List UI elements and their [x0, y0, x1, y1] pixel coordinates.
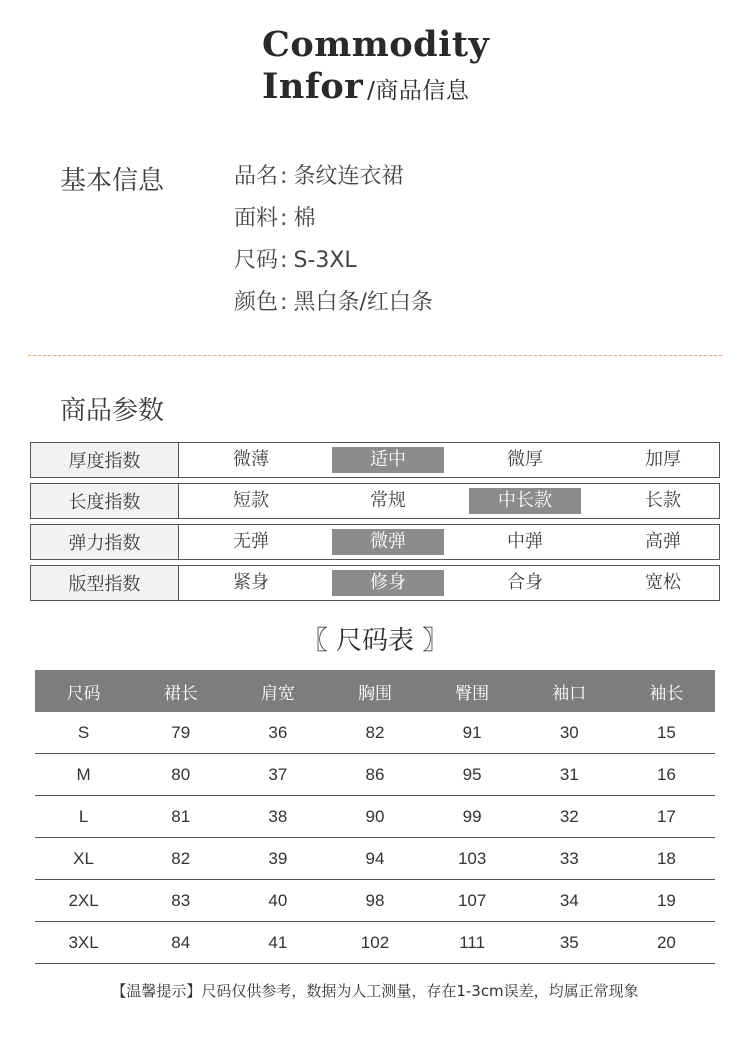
basic-info-value: S-3XL [293, 248, 357, 273]
title-line2-wrap [262, 66, 489, 112]
column-header: 臀围 [424, 670, 521, 712]
table-cell: 80 [132, 754, 229, 796]
param-options [179, 484, 719, 518]
table-row [35, 712, 715, 754]
size-chart-table [35, 670, 715, 964]
param-label: 版型指数 [31, 566, 179, 600]
table-row [35, 838, 715, 880]
basic-info-value: 棉 [293, 206, 316, 231]
table-cell: 95 [424, 754, 521, 796]
params-heading: 商品参数 [60, 396, 165, 426]
param-option: 高弹 [645, 531, 681, 552]
param-option: 微厚 [507, 449, 543, 470]
basic-info-value: 黑白条/红白条 [293, 290, 433, 315]
param-option: 中弹 [507, 531, 543, 552]
basic-info-sep: : [280, 290, 288, 315]
table-cell: 19 [618, 880, 715, 922]
table-row [35, 754, 715, 796]
table-cell: 15 [618, 712, 715, 754]
table-cell: 86 [326, 754, 423, 796]
basic-info-row-size [234, 242, 433, 284]
param-label: 厚度指数 [31, 443, 179, 477]
table-cell: 20 [618, 922, 715, 964]
param-option: 紧身 [233, 572, 269, 593]
basic-info-label: 品名 [234, 164, 279, 189]
title-cn: /商品信息 [367, 78, 470, 104]
table-cell: 34 [521, 880, 618, 922]
table-cell: 31 [521, 754, 618, 796]
table-cell: 37 [229, 754, 326, 796]
table-cell: 82 [326, 712, 423, 754]
column-header: 肩宽 [229, 670, 326, 712]
basic-info-label: 颜色 [234, 290, 279, 315]
column-header: 裙长 [132, 670, 229, 712]
param-options [179, 443, 719, 477]
param-options [179, 566, 719, 600]
table-cell: 18 [618, 838, 715, 880]
table-cell: 40 [229, 880, 326, 922]
table-cell: 103 [424, 838, 521, 880]
param-option: 微弹 [332, 529, 444, 555]
size-tip: 【温馨提示】尺码仅供参考，数据为人工测量，存在1-3cm误差，均属正常现象 [111, 982, 639, 1000]
param-option: 长款 [645, 490, 681, 511]
param-row-length [30, 483, 720, 519]
table-cell: 81 [132, 796, 229, 838]
table-row [35, 880, 715, 922]
table-cell: 99 [424, 796, 521, 838]
table-cell: 30 [521, 712, 618, 754]
param-label: 弹力指数 [31, 525, 179, 559]
column-header: 尺码 [35, 670, 132, 712]
param-option: 中长款 [469, 488, 581, 514]
size-chart-header-row [35, 670, 715, 712]
param-row-thickness [30, 442, 720, 478]
table-row [35, 796, 715, 838]
param-option: 常规 [370, 490, 406, 511]
table-cell: 2XL [35, 880, 132, 922]
basic-info-list [234, 158, 433, 326]
basic-info-value: 条纹连衣裙 [293, 164, 404, 189]
table-cell: 33 [521, 838, 618, 880]
page-title [262, 24, 489, 112]
basic-info-row-color [234, 284, 433, 326]
table-cell: 90 [326, 796, 423, 838]
basic-info-heading: 基本信息 [60, 166, 165, 196]
table-cell: 82 [132, 838, 229, 880]
basic-info-sep: : [280, 206, 288, 231]
table-cell: 94 [326, 838, 423, 880]
table-cell: XL [35, 838, 132, 880]
param-row-elasticity [30, 524, 720, 560]
basic-info-row-name [234, 158, 433, 200]
basic-info-sep: : [280, 164, 288, 189]
table-cell: 83 [132, 880, 229, 922]
param-option: 短款 [233, 490, 269, 511]
table-cell: M [35, 754, 132, 796]
table-cell: 111 [424, 922, 521, 964]
basic-info-sep: : [280, 248, 288, 273]
param-label: 长度指数 [31, 484, 179, 518]
param-option: 合身 [507, 572, 543, 593]
table-cell: 102 [326, 922, 423, 964]
table-cell: 32 [521, 796, 618, 838]
basic-info-label: 尺码 [234, 248, 279, 273]
column-header: 袖长 [618, 670, 715, 712]
basic-info-label: 面料 [234, 206, 279, 231]
table-cell: 35 [521, 922, 618, 964]
table-cell: 16 [618, 754, 715, 796]
table-cell: 107 [424, 880, 521, 922]
table-cell: 84 [132, 922, 229, 964]
title-line1: Commodity [262, 24, 490, 65]
table-row [35, 922, 715, 964]
table-cell: 17 [618, 796, 715, 838]
param-option: 微薄 [233, 449, 269, 470]
table-cell: 38 [229, 796, 326, 838]
table-cell: 79 [132, 712, 229, 754]
param-option: 适中 [332, 447, 444, 473]
column-header: 胸围 [326, 670, 423, 712]
table-cell: L [35, 796, 132, 838]
table-cell: 36 [229, 712, 326, 754]
section-divider [28, 355, 722, 356]
table-cell: 41 [229, 922, 326, 964]
size-chart-title: 〖 尺码表 〗 [301, 626, 449, 656]
param-row-fit [30, 565, 720, 601]
param-option: 宽松 [645, 572, 681, 593]
column-header: 袖口 [521, 670, 618, 712]
param-option: 加厚 [645, 449, 681, 470]
table-cell: 3XL [35, 922, 132, 964]
title-line2: Infor [262, 66, 364, 107]
table-cell: 98 [326, 880, 423, 922]
basic-info-row-fabric [234, 200, 433, 242]
table-cell: 91 [424, 712, 521, 754]
param-option: 无弹 [233, 531, 269, 552]
param-option: 修身 [332, 570, 444, 596]
table-cell: S [35, 712, 132, 754]
table-cell: 39 [229, 838, 326, 880]
param-options [179, 525, 719, 559]
